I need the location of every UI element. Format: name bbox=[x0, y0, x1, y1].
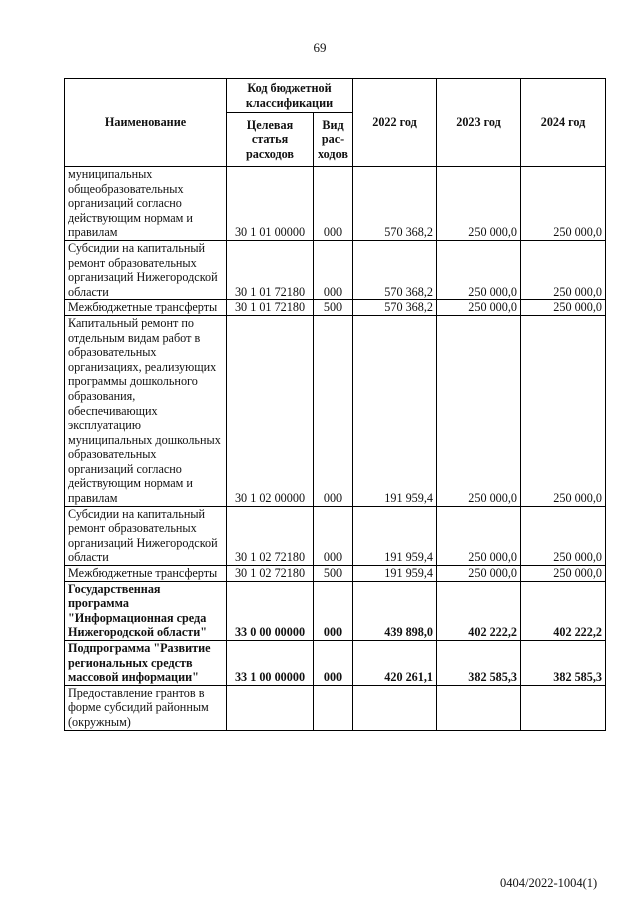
row-value-2023: 250 000,0 bbox=[437, 506, 521, 565]
header-kind: Вид рас-ходов bbox=[314, 113, 353, 167]
row-target-code: 30 1 02 72180 bbox=[227, 506, 314, 565]
row-value-2024 bbox=[521, 685, 606, 730]
row-kind-code: 500 bbox=[314, 566, 353, 582]
row-value-2022: 191 959,4 bbox=[353, 315, 437, 506]
row-value-2023: 250 000,0 bbox=[437, 300, 521, 316]
row-kind-code: 000 bbox=[314, 641, 353, 686]
row-value-2022: 570 368,2 bbox=[353, 167, 437, 241]
row-kind-code: 000 bbox=[314, 581, 353, 640]
row-target-code: 30 1 01 72180 bbox=[227, 240, 314, 299]
row-value-2022: 570 368,2 bbox=[353, 240, 437, 299]
row-value-2024: 402 222,2 bbox=[521, 581, 606, 640]
header-target: Целевая статья расходов bbox=[227, 113, 314, 167]
row-name: Капитальный ремонт по отдельным видам работ в образовательных организациях, реализующих программы дошкольного образования, обеспечивающих эксплуатацию муниципальных дошкольных образовательных организаций согласно действующим нормам и правилам bbox=[65, 315, 227, 506]
row-value-2024: 250 000,0 bbox=[521, 506, 606, 565]
row-value-2024: 250 000,0 bbox=[521, 566, 606, 582]
row-value-2023 bbox=[437, 685, 521, 730]
row-name: Подпрограмма "Развитие региональных средств массовой информации" bbox=[65, 641, 227, 686]
row-kind-code: 000 bbox=[314, 167, 353, 241]
header-name: Наименование bbox=[65, 79, 227, 167]
header-code-group: Код бюджетной классификации bbox=[227, 79, 353, 113]
row-value-2024: 250 000,0 bbox=[521, 315, 606, 506]
row-value-2022 bbox=[353, 685, 437, 730]
row-target-code: 30 1 02 72180 bbox=[227, 566, 314, 582]
row-value-2023: 250 000,0 bbox=[437, 240, 521, 299]
row-name: Субсидии на капитальный ремонт образовательных организаций Нижегородской области bbox=[65, 506, 227, 565]
budget-table bbox=[64, 78, 606, 731]
row-kind-code: 000 bbox=[314, 240, 353, 299]
row-value-2024: 250 000,0 bbox=[521, 167, 606, 241]
row-target-code: 30 1 01 00000 bbox=[227, 167, 314, 241]
table-row bbox=[65, 300, 606, 316]
row-name: Предоставление грантов в форме субсидий районным (окружным) bbox=[65, 685, 227, 730]
row-value-2022: 191 959,4 bbox=[353, 506, 437, 565]
row-value-2023: 382 585,3 bbox=[437, 641, 521, 686]
row-value-2024: 382 585,3 bbox=[521, 641, 606, 686]
row-value-2022: 191 959,4 bbox=[353, 566, 437, 582]
row-target-code: 33 0 00 00000 bbox=[227, 581, 314, 640]
row-value-2022: 570 368,2 bbox=[353, 300, 437, 316]
table-row bbox=[65, 167, 606, 241]
header-2022: 2022 год bbox=[353, 79, 437, 167]
table-row bbox=[65, 641, 606, 686]
table-row bbox=[65, 506, 606, 565]
row-target-code: 30 1 01 72180 bbox=[227, 300, 314, 316]
row-name: Государственная программа "Информационная среда Нижегородской области" bbox=[65, 581, 227, 640]
row-value-2022: 439 898,0 bbox=[353, 581, 437, 640]
header-2023: 2023 год bbox=[437, 79, 521, 167]
row-value-2022: 420 261,1 bbox=[353, 641, 437, 686]
row-value-2024: 250 000,0 bbox=[521, 300, 606, 316]
table-row bbox=[65, 240, 606, 299]
row-name: Межбюджетные трансферты bbox=[65, 566, 227, 582]
page-number: 69 bbox=[313, 40, 327, 55]
table-row bbox=[65, 566, 606, 582]
row-name: муниципальных общеобразовательных организаций согласно действующим нормам и правилам bbox=[65, 167, 227, 241]
document-code: 0404/2022-1004(1) bbox=[500, 876, 598, 890]
row-value-2024: 250 000,0 bbox=[521, 240, 606, 299]
row-kind-code: 000 bbox=[314, 506, 353, 565]
row-name: Субсидии на капитальный ремонт образовательных организаций Нижегородской области bbox=[65, 240, 227, 299]
row-value-2023: 402 222,2 bbox=[437, 581, 521, 640]
table-row bbox=[65, 581, 606, 640]
row-value-2023: 250 000,0 bbox=[437, 315, 521, 506]
table-row bbox=[65, 315, 606, 506]
row-kind-code: 500 bbox=[314, 300, 353, 316]
row-value-2023: 250 000,0 bbox=[437, 167, 521, 241]
row-target-code bbox=[227, 685, 314, 730]
row-kind-code: 000 bbox=[314, 315, 353, 506]
row-kind-code bbox=[314, 685, 353, 730]
row-target-code: 30 1 02 00000 bbox=[227, 315, 314, 506]
table-row bbox=[65, 685, 606, 730]
row-name: Межбюджетные трансферты bbox=[65, 300, 227, 316]
header-2024: 2024 год bbox=[521, 79, 606, 167]
row-value-2023: 250 000,0 bbox=[437, 566, 521, 582]
row-target-code: 33 1 00 00000 bbox=[227, 641, 314, 686]
